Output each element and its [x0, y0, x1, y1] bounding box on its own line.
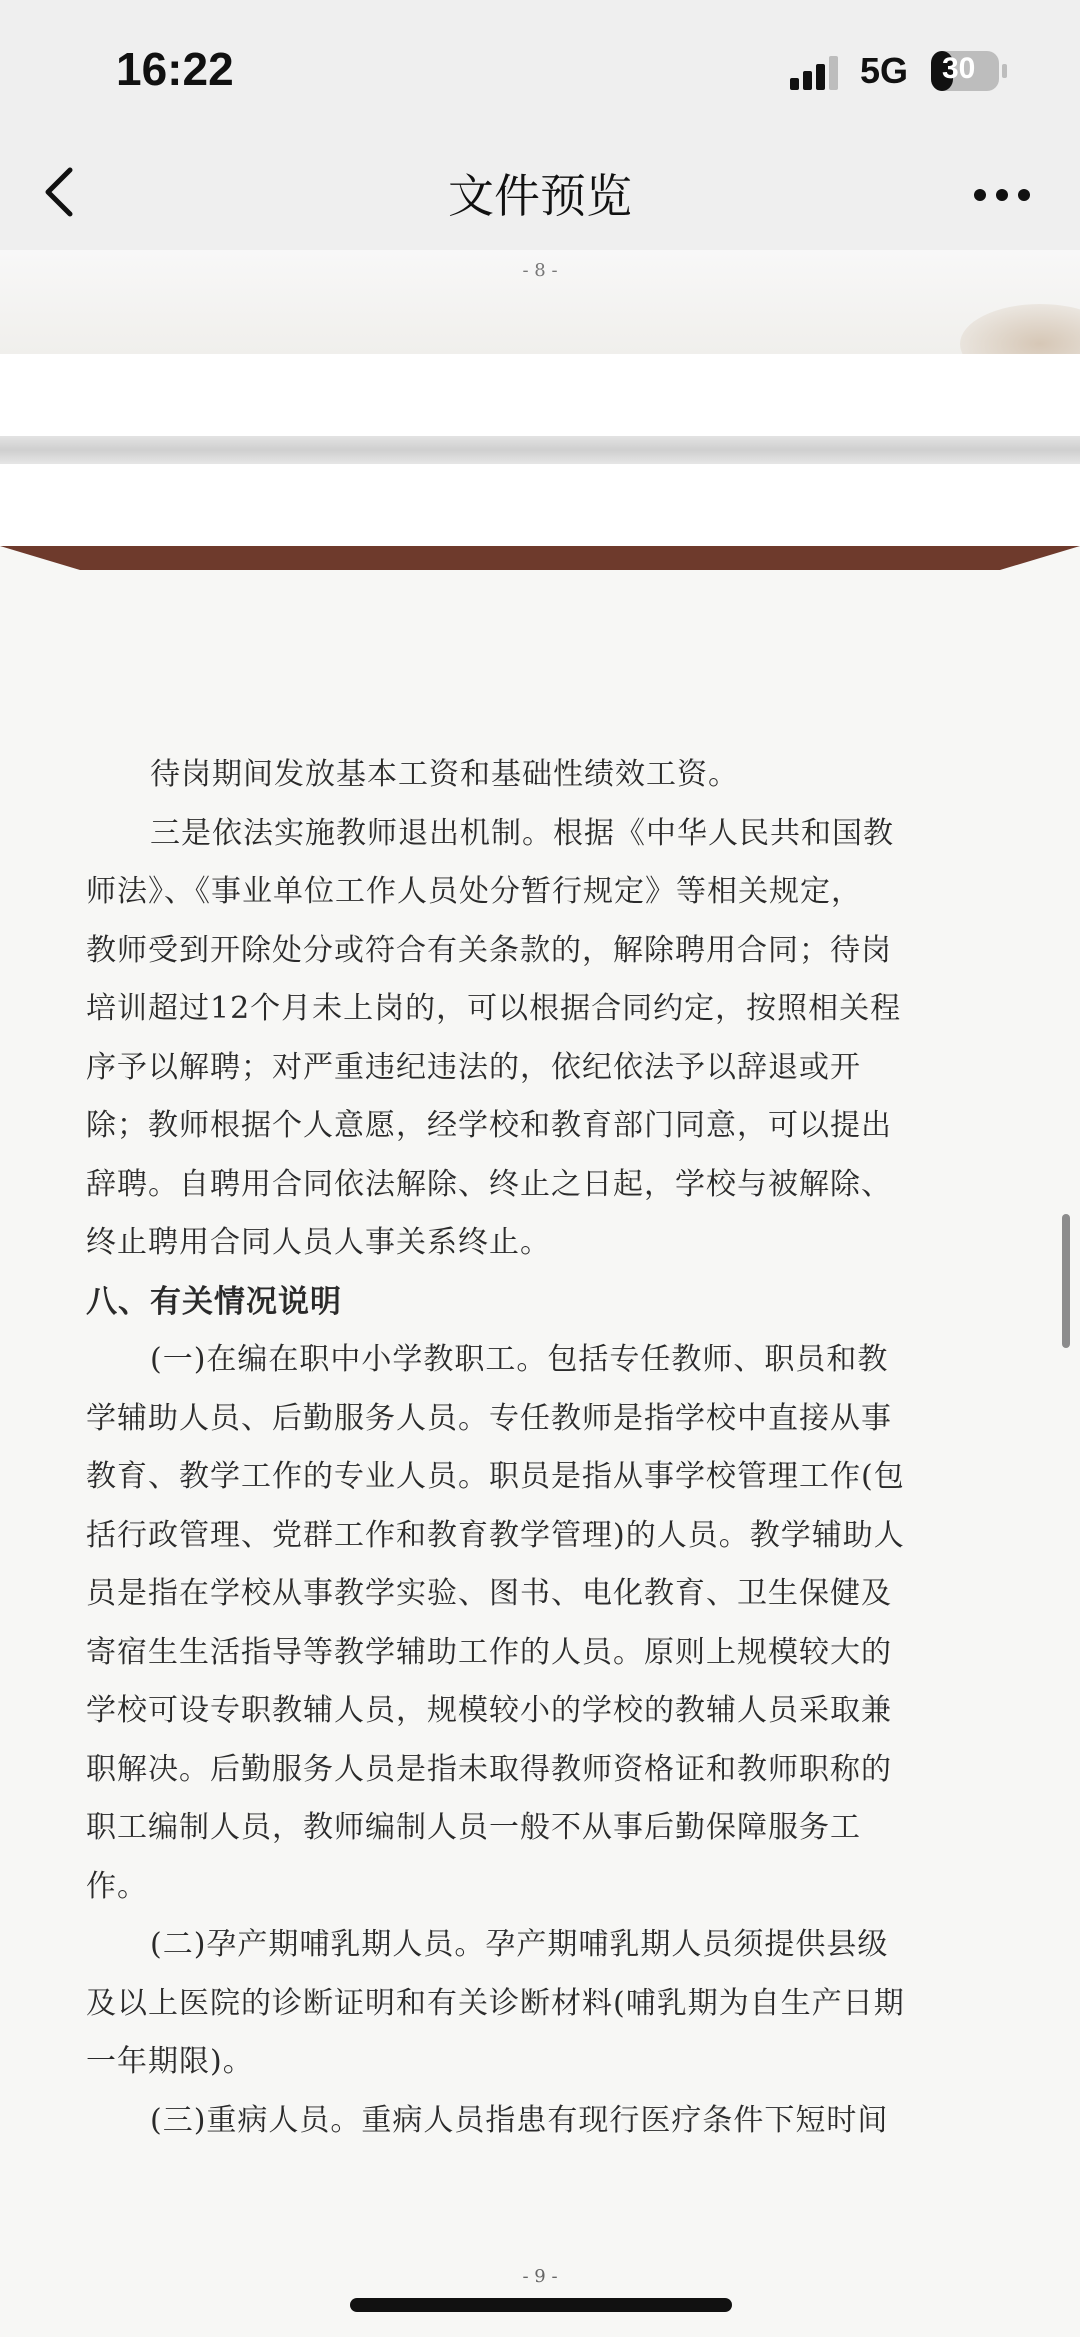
page-gap: [0, 354, 1080, 436]
document-line: 作。: [86, 1868, 148, 1904]
battery-level: 30: [942, 52, 976, 85]
document-line: 师法》、《事业单位工作人员处分暂行规定》等相关规定，: [86, 874, 862, 909]
home-indicator[interactable]: [350, 2298, 732, 2312]
document-line: 括行政管理、党群工作和教育教学管理)的人员。教学辅助人: [86, 1517, 905, 1553]
document-line: 除；教师根据个人意愿，经学校和教育部门同意，可以提出: [86, 1108, 892, 1143]
signal-bars-icon: [790, 56, 844, 90]
document-line: (一)在编在职中小学教职工。包括专任教师、职员和教: [150, 1342, 889, 1377]
document-line: 终止聘用合同人员人事关系终止。: [86, 1225, 551, 1260]
status-bar: [0, 0, 1080, 140]
document-line: 一年期限)。: [86, 2044, 254, 2079]
status-time: 16:22: [116, 43, 234, 95]
page-gap: [0, 464, 1080, 546]
page-shadow: [960, 304, 1080, 354]
page-title: 文件预览: [448, 169, 632, 223]
page-divider: [0, 436, 1080, 464]
document-line: 及以上医院的诊断证明和有关诊断材料(哺乳期为自生产日期: [86, 1985, 905, 2021]
network-label: 5G: [860, 50, 909, 91]
document-line: 学校可设专职教辅人员，规模较小的学校的教辅人员采取兼: [86, 1693, 892, 1728]
document-line: (三)重病人员。重病人员指患有现行医疗条件下短时间: [150, 2102, 889, 2138]
document-line: 序予以解聘；对严重违纪违法的，依纪依法予以辞退或开: [86, 1049, 861, 1085]
document-line: 培训超过12个月未上岗的，可以根据合同约定，按照相关程: [86, 991, 902, 1026]
document-line: (二)孕产期哺乳期人员。孕产期哺乳期人员须提供县级: [150, 1927, 889, 1962]
document-line: 寄宿生生活指导等教学辅助工作的人员。原则上规模较大的: [86, 1634, 892, 1670]
scrollbar-thumb[interactable]: [1062, 1214, 1070, 1348]
page-top-edge: [0, 546, 1080, 570]
document-line: 教育、教学工作的专业人员。职员是指从事学校管理工作(包: [86, 1459, 905, 1494]
document-line: 职工编制人员，教师编制人员一般不从事后勤保障服务工: [86, 1810, 861, 1845]
nav-bar: [0, 140, 1080, 250]
document-line: 学辅助人员、后勤服务人员。专任教师是指学校中直接从事: [86, 1400, 892, 1436]
document-line: 三是依法实施教师退出机制。根据《中华人民共和国教: [150, 815, 894, 851]
document-line: 员是指在学校从事教学实验、图书、电化教育、卫生保健及: [86, 1576, 892, 1611]
page-number: - 9 -: [522, 2266, 558, 2287]
document-line: 待岗期间发放基本工资和基础性绩效工资。: [150, 757, 739, 792]
document-line: 教师受到开除处分或符合有关条款的，解除聘用合同；待岗: [86, 932, 892, 968]
more-dots-icon[interactable]: [972, 180, 1032, 210]
document-page-image: [0, 546, 1080, 2337]
previous-page-number: - 8 -: [522, 260, 558, 281]
document-line: 辞聘。自聘用合同依法解除、终止之日起，学校与被解除、: [86, 1166, 892, 1202]
document-text: [86, 746, 916, 2150]
section-heading: 八、有关情况说明: [86, 1283, 342, 1320]
document-line: 职解决。后勤服务人员是指未取得教师资格证和教师职称的: [86, 1751, 892, 1787]
previous-page-image: [0, 250, 1080, 354]
